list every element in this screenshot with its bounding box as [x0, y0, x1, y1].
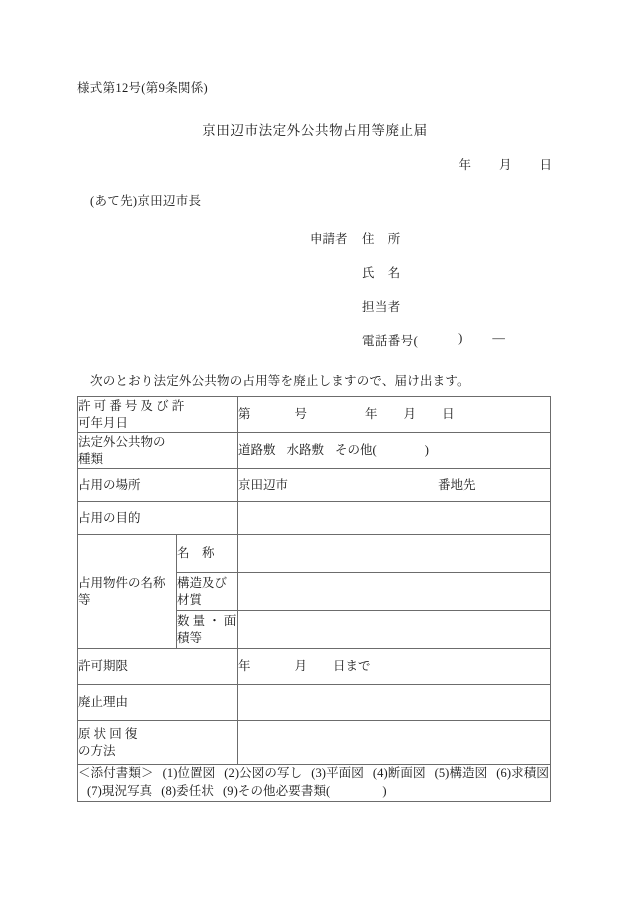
sub-label-object-structure-line2: 材質	[177, 592, 203, 607]
row-value-permit-period[interactable]	[238, 649, 551, 685]
row-label-property-kind-line1: 法定外公共物の	[78, 435, 166, 449]
permit-day-label: 日	[442, 407, 455, 422]
attachment-item-3[interactable]: (3)平面図	[311, 766, 364, 780]
sub-value-object-quantity[interactable]	[238, 611, 551, 649]
attachment-item-7[interactable]: (7)現況写真	[87, 783, 153, 798]
row-label-object-details-line1: 占用物件の名称	[78, 576, 166, 590]
kind-option-other-close: )	[424, 443, 429, 458]
applicant-phone-row	[310, 331, 505, 365]
applicant-address-label: 住 所	[362, 232, 401, 246]
attachment-item-9[interactable]: (9)その他必要書類(	[222, 783, 331, 798]
sub-label-object-quantity-line1: 数 量 ・ 面	[177, 614, 237, 628]
lead-sentence: 次のとおり法定外公共物の占用等を廃止しますので、届け出ます。	[90, 374, 470, 388]
sub-value-object-name[interactable]	[238, 535, 551, 573]
permit-go-label: 号	[294, 407, 308, 422]
row-label-object-details	[78, 535, 177, 649]
table-row-location	[78, 469, 551, 502]
row-value-restoration-method[interactable]	[238, 721, 551, 765]
row-label-property-kind-line2: 種類	[78, 451, 104, 466]
row-label-restoration-method-line1: 原 状 回 復	[78, 727, 138, 741]
application-table	[77, 396, 551, 802]
row-value-purpose[interactable]	[238, 502, 551, 535]
attachments-cell	[78, 765, 551, 802]
permit-month-label: 月	[403, 407, 417, 422]
table-row-purpose	[78, 502, 551, 535]
location-city-label: 京田辺市	[238, 477, 289, 492]
page-title: 京田辺市法定外公共物占用等廃止届	[202, 123, 428, 138]
attachment-item-9-close: )	[382, 783, 387, 798]
applicant-phone-close: )	[458, 331, 463, 345]
row-label-restoration-method-line2: の方法	[78, 743, 116, 758]
sub-label-object-structure-line1: 構造及び	[177, 576, 228, 590]
table-row-object-name	[78, 535, 551, 573]
addressee: (あて先)京田辺市長	[90, 194, 202, 208]
permit-dai-label: 第	[238, 407, 251, 422]
applicant-contact-row	[310, 297, 505, 331]
kind-option-other[interactable]: その他(	[335, 443, 377, 458]
table-row-restoration-method	[78, 721, 551, 765]
sub-label-object-name: 名 称	[177, 535, 238, 573]
attachment-item-4[interactable]: (4)断面図	[372, 766, 426, 780]
row-value-abolition-reason[interactable]	[238, 685, 551, 721]
row-value-permit-number[interactable]	[238, 397, 551, 433]
row-label-object-details-line2: 等	[78, 592, 91, 607]
kind-option-waterway[interactable]: 水路敷	[286, 443, 325, 458]
applicant-phone-dash: ―	[492, 331, 505, 345]
row-value-property-kind[interactable]	[238, 433, 551, 469]
date-year-label: 年	[458, 158, 471, 172]
form-number: 様式第12号(第9条関係)	[77, 81, 208, 95]
table-row-property-kind	[78, 433, 551, 469]
row-label-restoration-method	[78, 721, 238, 765]
sub-value-object-structure[interactable]	[238, 573, 551, 611]
table-row-permit-number	[78, 397, 551, 433]
date-month-label: 月	[498, 158, 512, 172]
attachments-heading: ＜添付書類＞	[78, 766, 154, 780]
row-label-permit-number	[78, 397, 238, 433]
attachment-item-2[interactable]: (2)公図の写し	[224, 766, 303, 780]
period-year-label: 年	[238, 659, 251, 674]
row-label-purpose: 占用の目的	[78, 502, 238, 535]
applicant-block	[310, 229, 505, 365]
kind-option-road[interactable]: 道路敷	[238, 443, 276, 458]
document-date-line	[0, 155, 552, 173]
applicant-name-label: 氏 名	[362, 266, 401, 280]
applicant-section-label: 申請者	[310, 232, 348, 246]
applicant-address-row	[310, 229, 505, 263]
attachment-item-6[interactable]: (6)求	[496, 766, 524, 780]
applicant-phone-label: 電話番号(	[362, 334, 419, 348]
attachment-item-8[interactable]: (8)委任状	[161, 783, 214, 798]
period-day-label: 日まで	[333, 659, 371, 674]
attachment-item-5[interactable]: (5)構造図	[434, 766, 488, 780]
row-label-permit-number-line1: 許 可 番 号 及 び 許	[78, 399, 185, 413]
row-label-location: 占用の場所	[78, 469, 238, 502]
table-row-abolition-reason	[78, 685, 551, 721]
location-suffix-label: 番地先	[438, 477, 476, 492]
row-label-abolition-reason: 廃止理由	[78, 685, 238, 721]
row-label-permit-number-line2: 可年月日	[78, 415, 129, 430]
date-day-label: 日	[539, 158, 552, 172]
table-row-attachments	[78, 765, 551, 802]
applicant-contact-label: 担当者	[362, 300, 401, 314]
sub-label-object-structure	[177, 573, 238, 611]
sub-label-object-quantity	[177, 611, 238, 649]
row-label-property-kind	[78, 433, 238, 469]
sub-label-object-quantity-line2: 積等	[177, 630, 203, 645]
applicant-name-row	[310, 263, 505, 297]
table-row-permit-period	[78, 649, 551, 685]
period-month-label: 月	[294, 659, 308, 674]
attachment-item-1[interactable]: (1)位置図	[162, 766, 216, 780]
row-value-location[interactable]	[238, 469, 551, 502]
permit-year-label: 年	[365, 407, 378, 422]
row-label-permit-period: 許可期限	[78, 649, 238, 685]
attachment-item-6-cont[interactable]: 積図	[523, 766, 549, 780]
